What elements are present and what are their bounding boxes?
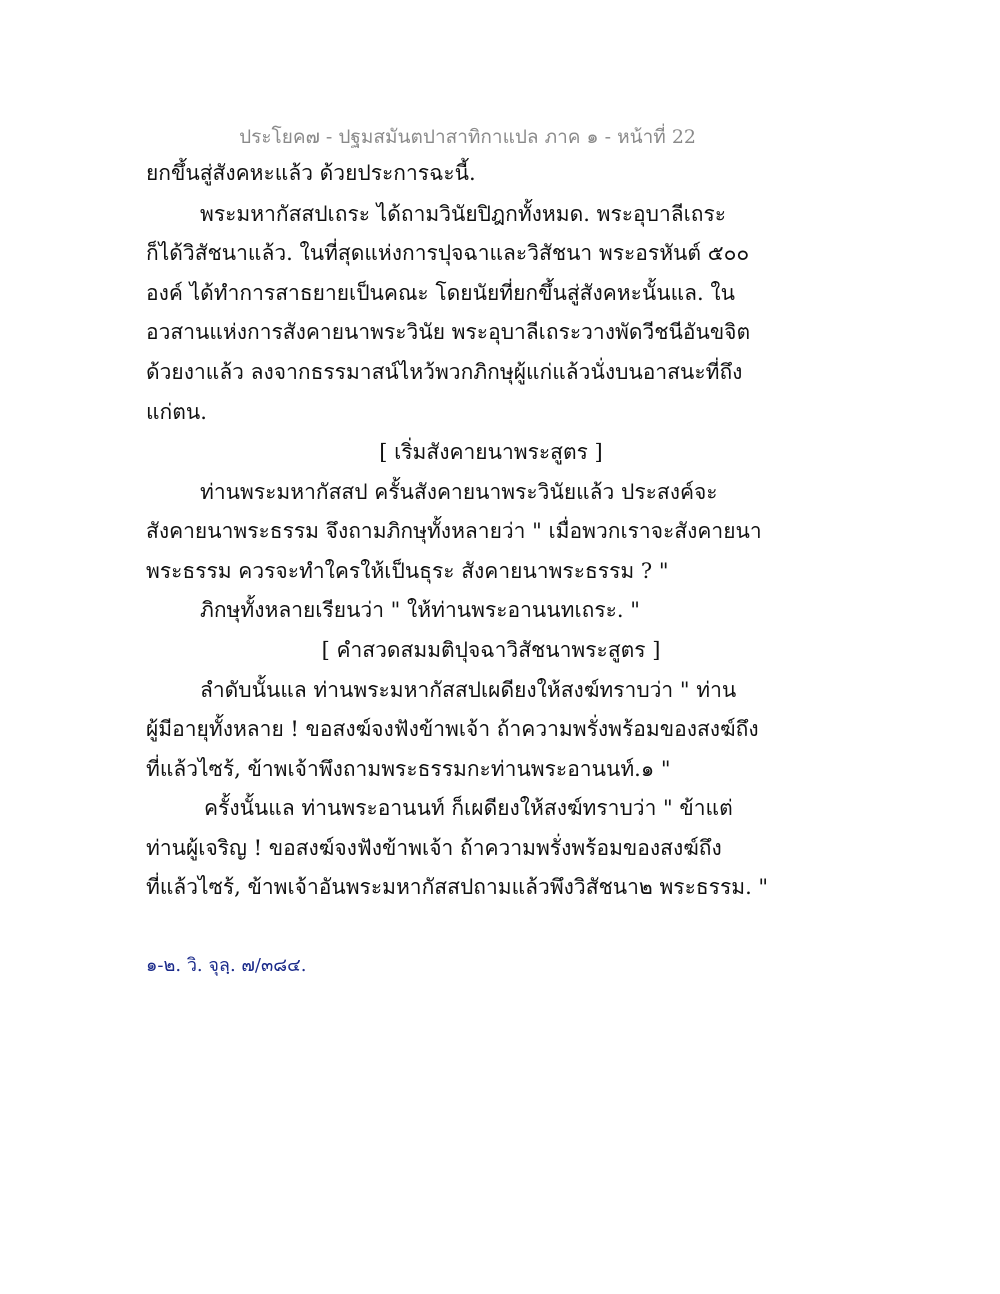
body-line: ภิกษุทั้งหลายเรียนว่า " ให้ท่านพระอานนทเถระ. " [200, 598, 640, 622]
body-line: แก่ตน. [146, 400, 207, 424]
footnote: ๑-๒. วิ. จุลฺ. ๗/๓๘๔. [146, 955, 307, 976]
body-line: ท่านผู้เจริญ ! ขอสงฆ์จงฟังข้าพเจ้า ถ้าความพรั่งพร้อมของสงฆ์ถึง [146, 836, 722, 860]
section-heading: [ เริ่มสังคายนาพระสูตร ] [379, 440, 603, 464]
page-header: ประโยค๗ - ปฐมสมันตปาสาทิกาแปล ภาค ๑ - หน้าที่ 22 [239, 126, 696, 148]
body-line: สังคายนาพระธรรม จึงถามภิกษุทั้งหลายว่า " เมื่อพวกเราจะสังคายนา [146, 519, 762, 543]
body-line: ยกขึ้นสู่สังคหะแล้ว ด้วยประการฉะนี้. [146, 161, 476, 185]
body-line: อวสานแห่งการสังคายนาพระวินัย พระอุบาลีเถระวางพัดวีชนีอันขจิต [146, 320, 751, 344]
body-line: ที่แล้วไซร้, ข้าพเจ้าอันพระมหากัสสปถามแล้วพึงวิสัชนา๒ พระธรรม. " [146, 875, 769, 899]
body-line: ท่านพระมหากัสสป ครั้นสังคายนาพระวินัยแล้ว ประสงค์จะ [200, 480, 718, 504]
body-line: ก็ได้วิสัชนาแล้ว. ในที่สุดแห่งการปุจฉาและวิสัชนา พระอรหันต์ ๕๐๐ [146, 241, 750, 265]
body-line: พระมหากัสสปเถระ ได้ถามวินัยปิฎกทั้งหมด. พระอุบาลีเถระ [200, 202, 727, 226]
body-line: ด้วยงาแล้ว ลงจากธรรมาสน์ไหว้พวกภิกษุผู้แก่แล้วนั่งบนอาสนะที่ถึง [146, 360, 743, 384]
body-line: ผู้มีอายุทั้งหลาย ! ขอสงฆ์จงฟังข้าพเจ้า ถ้าความพรั่งพร้อมของสงฆ์ถึง [146, 717, 759, 741]
section-heading: [ คำสวดสมมติปุจฉาวิสัชนาพระสูตร ] [321, 638, 661, 662]
body-line: พระธรรม ควรจะทำใครให้เป็นธุระ สังคายนาพระธรรม ? " [146, 559, 669, 583]
body-line: ที่แล้วไซร้, ข้าพเจ้าพึงถามพระธรรมกะท่านพระอานนท์.๑ " [146, 757, 671, 781]
body-line: ลำดับนั้นแล ท่านพระมหากัสสปเผดียงให้สงฆ์ทราบว่า " ท่าน [200, 678, 737, 702]
body-line: องค์ ได้ทำการสาธยายเป็นคณะ โดยนัยที่ยกขึ้นสู่สังคหะนั้นแล. ใน [146, 281, 735, 305]
body-line: ครั้งนั้นแล ท่านพระอานนท์ ก็เผดียงให้สงฆ์ทราบว่า " ข้าแต่ [204, 796, 733, 820]
